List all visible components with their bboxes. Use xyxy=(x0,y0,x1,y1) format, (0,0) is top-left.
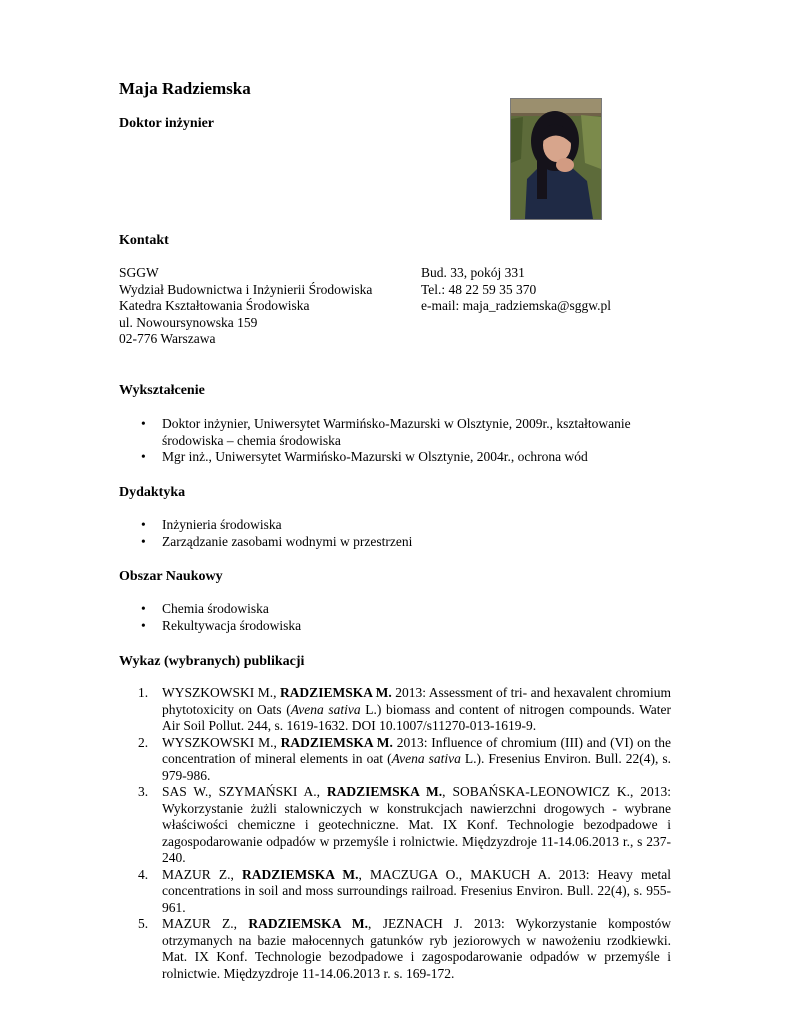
phone-line: Tel.: 48 22 59 35 370 xyxy=(421,281,537,297)
address-line: Katedra Kształtowania Środowiska xyxy=(119,298,310,313)
education-heading: Wykształcenie xyxy=(119,383,205,398)
contact-address xyxy=(119,265,372,348)
publications-list xyxy=(119,685,671,982)
publication-item: 5. MAZUR Z., RADZIEMSKA M., JEZNACH J. 2013: Wykorzystanie kompostów otrzymanych na bazie małocennych gatunków ryb jeziorowych w nawożeniu rzodkiewki. Mat. IX Konf. Technologie bezodpadowe i zagospodarowanie odpadów w przemyśle i rolnictwie. Międzyzdroje 11-14.06.2013 r. s. 169-172. xyxy=(138,916,671,981)
list-item: • Mgr inż., Uniwersytet Warmińsko-Mazurski w Olsztynie, 2004r., ochrona wód xyxy=(119,449,639,466)
publication-item: 4. MAZUR Z., RADZIEMSKA M., MACZUGA O., MAKUCH A. 2013: Heavy metal concentrations in soil and moss surroundings railroad. Fresenius Environ. Bull. 22(4), s. 955-961. xyxy=(138,866,671,915)
publication-item: 2. WYSZKOWSKI M., RADZIEMSKA M. 2013: Influence of chromium (III) and (VI) on the concentration of mineral elements in oat (Avena sativa L.). Fresenius Environ. Bull. 22(4), s. 979-986. xyxy=(138,734,672,783)
degree-title: Doktor inżynier xyxy=(119,116,215,131)
address-line: SGGW xyxy=(119,265,159,280)
office-line: Bud. 33, pokój 331 xyxy=(421,265,525,280)
list-item: • Doktor inżynier, Uniwersytet Warmińsko-Mazurski w Olsztynie, 2009r., kształtowanie środowiska – chemia środowiska xyxy=(119,416,639,449)
contact-heading: Kontakt xyxy=(119,233,169,248)
research-heading: Obszar Naukowy xyxy=(119,569,223,584)
profile-photo xyxy=(510,98,602,220)
research-list xyxy=(119,601,639,634)
person-name: Maja Radziemska xyxy=(119,79,251,98)
contact-details xyxy=(421,265,611,315)
email-line: e-mail: maja_radziemska@sggw.pl xyxy=(421,298,611,313)
list-item: • Inżynieria środowiska xyxy=(119,517,639,534)
teaching-heading: Dydaktyka xyxy=(119,485,186,500)
list-item: • Rekultywacja środowiska xyxy=(119,618,639,635)
portrait-image xyxy=(511,99,601,219)
publication-item: 1. WYSZKOWSKI M., RADZIEMSKA M. 2013: Assessment of tri- and hexavalent chromium phytotoxicity on Oats (Avena sativa L.) biomass and content of nitrogen compounds. Water Air Soil Pollut. 244, s. 1619-1632. DOI 10.1007/s11270-013-1619-9. xyxy=(138,685,672,733)
publications-heading: Wykaz (wybranych) publikacji xyxy=(119,654,305,669)
list-item: • Zarządzanie zasobami wodnymi w przestrzeni xyxy=(119,534,639,551)
publication-item: 3. SAS W., SZYMAŃSKI A., RADZIEMSKA M., SOBAŃSKA-LEONOWICZ K., 2013: Wykorzystanie żużli stalowniczych w konstrukcjach nawierzchni drogowych - wybrane właściwości chemiczne i geotechniczne. Mat. IX Konf. Technologie bezodpadowe i zagospodarowanie odpadów w przemyśle i rolnictwie. Międzyzdroje 11-14.06.2013 r., s 237-240. xyxy=(138,784,671,865)
address-line: ul. Nowoursynowska 159 xyxy=(119,314,258,330)
list-item: • Chemia środowiska xyxy=(119,601,639,618)
education-list xyxy=(119,416,639,466)
address-line: Wydział Budownictwa i Inżynierii Środowiska xyxy=(119,281,373,297)
teaching-list xyxy=(119,517,639,550)
address-line: 02-776 Warszawa xyxy=(119,331,216,346)
